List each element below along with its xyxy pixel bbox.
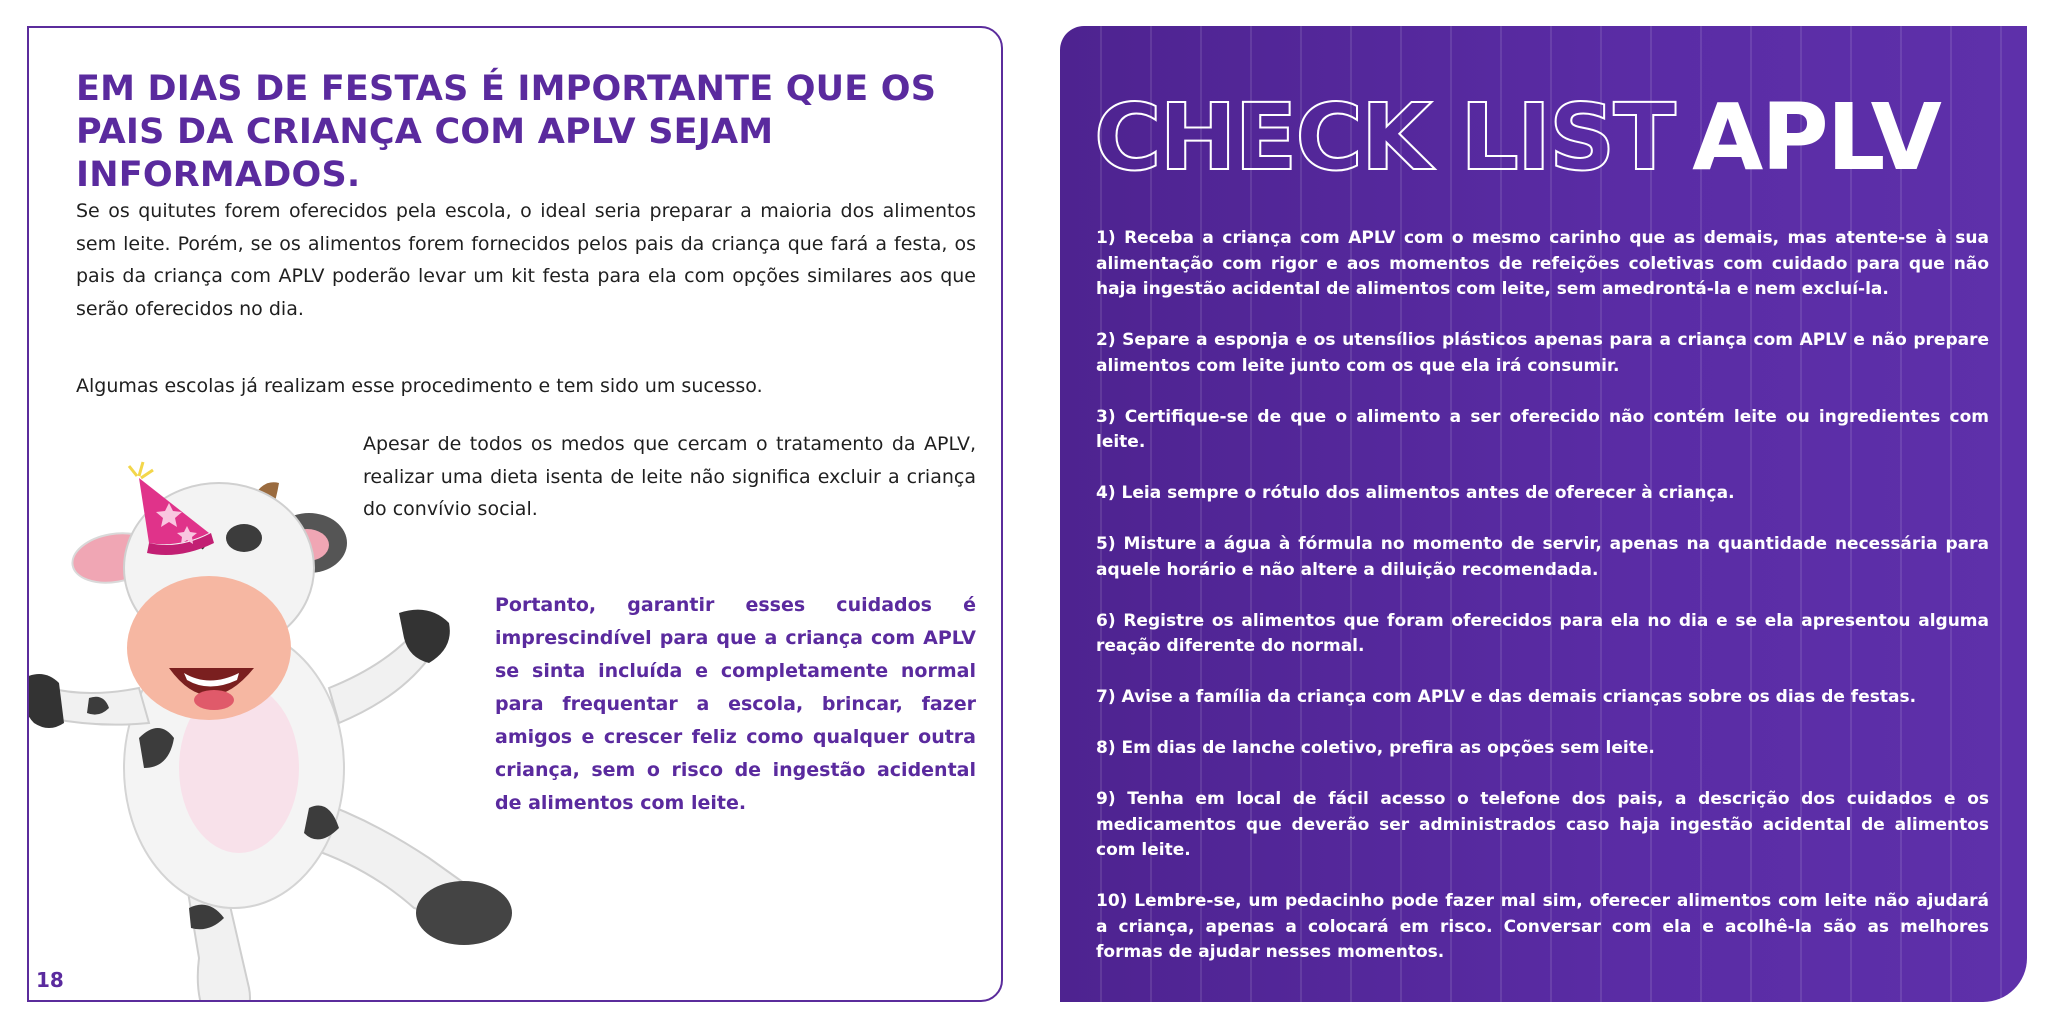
cow-mascot-illustration [27, 438, 549, 1002]
checklist-item: 3) Certifique-se de que o alimento a ser oferecido não contém leite ou ingredientes com leite. [1096, 406, 1989, 452]
checklist-item: 7) Avise a família da criança com APLV e das demais crianças sobre os dias de festas. [1096, 687, 1917, 707]
page-number: 18 [36, 968, 64, 992]
hat-pompom [129, 462, 153, 478]
checklist-item: 4) Leia sempre o rótulo dos alimentos antes de oferecer à criança. [1096, 483, 1735, 503]
left-hand [27, 674, 64, 728]
right-page [1060, 26, 2027, 1002]
right-hoof [416, 881, 512, 945]
checklist [1096, 226, 1989, 991]
checklist-item: 10) Lembre-se, um pedacinho pode fazer mal sim, oferecer alimentos com leite não ajudará a criança, apenas a colocará em risco. Conversar com ela e acolhê-la são as melhores formas de ajudar nesses momentos. [1096, 891, 1989, 962]
title-solid-text: APLV [1692, 84, 1940, 191]
highlight-paragraph: Portanto, garantir esses cuidados é imprescindível para que a criança com APLV se sinta incluída e completamente normal para frequentar a escola, brincar, fazer amigos e crescer feliz como qualquer outra criança, sem o risco de ingestão acidental de alimentos com leite. [495, 594, 976, 814]
checklist-item: 5) Misture a água à fórmula no momento de servir, apenas na quantidade necessária para aquele horário e não altere a diluição recomendada. [1096, 534, 1989, 580]
checklist-item: 8) Em dias de lanche coletivo, prefira as opções sem leite. [1096, 738, 1655, 758]
paragraph-social-life: Apesar de todos os medos que cercam o tratamento da APLV, realizar uma dieta isenta de leite não significa excluir a criança do convívio social. [363, 433, 976, 520]
page-heading: EM DIAS DE FESTAS É IMPORTANTE QUE OS PAIS DA CRIANÇA COM APLV SEJAM INFORMADOS. [76, 69, 937, 195]
paragraph-school-snacks: Se os quitutes forem oferecidos pela escola, o ideal seria preparar a maioria dos alimentos sem leite. Porém, se os alimentos forem fornecidos pelos pais da criança que fará a festa, os pais da criança com APLV poderão levar um kit festa para ela com opções similares aos que serão oferecidos no dia. [76, 200, 976, 320]
checklist-title [1094, 84, 1940, 191]
left-page [27, 26, 1003, 1002]
checklist-item: 9) Tenha em local de fácil acesso o telefone dos pais, a descrição dos cuidados e os medicamentos que deverão ser administrados caso haja ingestão acidental de alimentos com leite. [1096, 789, 1989, 860]
checklist-item: 2) Separe a esponja e os utensílios plásticos apenas para a criança com APLV e não prepare alimentos com leite junto com os que ela irá consumir. [1096, 330, 1989, 376]
checklist-item: 1) Receba a criança com APLV com o mesmo carinho que as demais, mas atente-se à sua alimentação com rigor e aos momentos de refeições coletivas com cuidado para que não haja ingestão acidental de alimentos com leite, sem amedrontá-la e nem excluí-la. [1096, 228, 1989, 299]
checklist-item: 6) Registre os alimentos que foram oferecidos para ela no dia e se ela apresentou alguma reação diferente do normal. [1096, 610, 1989, 656]
paragraph-schools-success: Algumas escolas já realizam esse procedimento e tem sido um sucesso. [76, 375, 763, 397]
title-outline-text: CHECK LIST [1094, 84, 1675, 191]
